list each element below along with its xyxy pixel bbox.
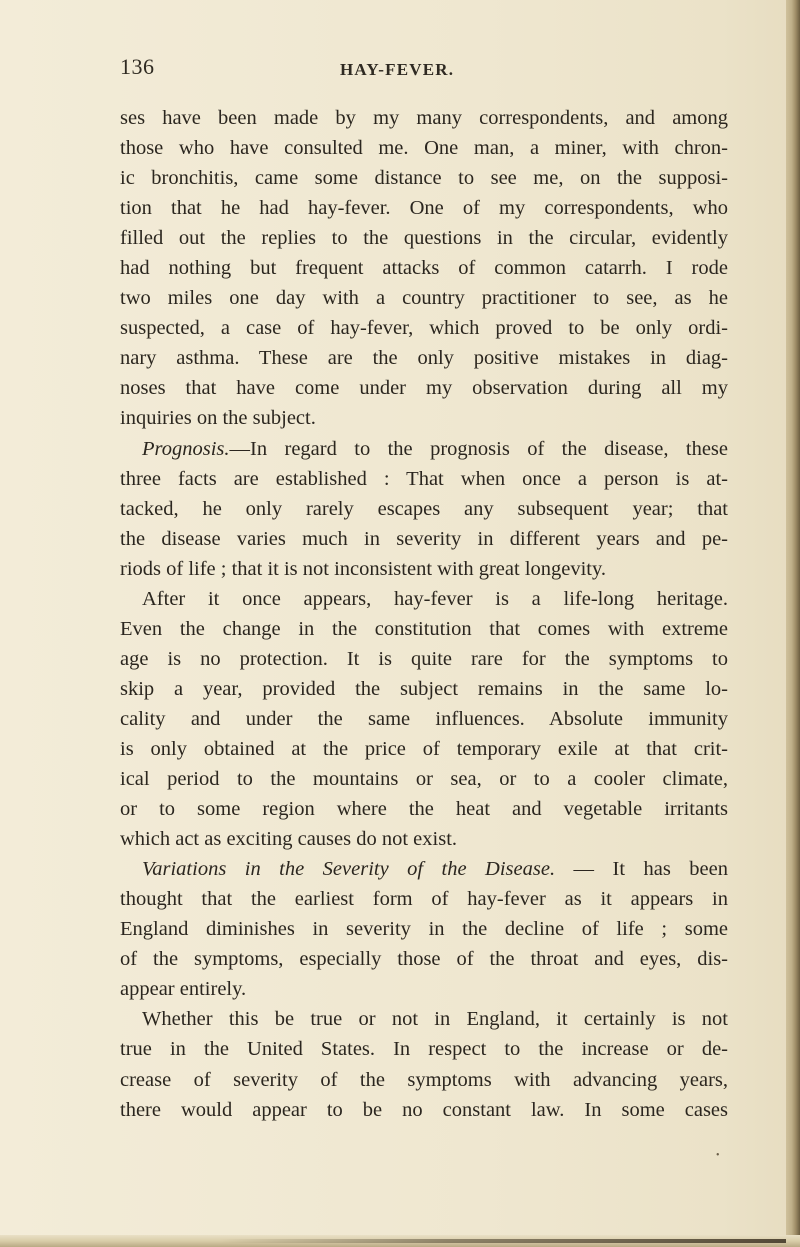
running-head: HAY-FEVER. xyxy=(340,60,455,79)
text-line: which act as exciting causes do not exist. xyxy=(120,828,458,851)
text-line: suspected, a case of hay-fever, which proved to be only ordi- xyxy=(120,317,728,340)
text-line: those who have consulted me. One man, a miner, with chron- xyxy=(120,137,728,160)
text-line: ical period to the mountains or sea, or to a cooler climate, xyxy=(120,768,728,791)
text-line: is only obtained at the price of temporary exile at that crit- xyxy=(120,737,728,760)
text-line: or to some region where the heat and vegetable irritants xyxy=(120,798,728,821)
text-line: of the symptoms, especially those of the throat and eyes, dis- xyxy=(120,948,728,971)
text-line: Whether this be true or not in England, it certainly is not xyxy=(142,1008,728,1031)
text-line: age is no protection. It is quite rare for the symptoms to xyxy=(120,647,728,670)
page-number: 136 xyxy=(120,54,155,79)
text-line: tacked, he only rarely escapes any subsequent year; that xyxy=(120,497,728,520)
text-line: England diminishes in severity in the decline of life ; some xyxy=(120,918,728,941)
text-line: ic bronchitis, came some distance to see me, on the supposi- xyxy=(120,167,728,190)
text-line: the disease varies much in severity in different years and pe- xyxy=(120,527,728,550)
page-edge-right xyxy=(786,0,800,1247)
text-line: two miles one day with a country practitioner to see, as he xyxy=(120,287,728,310)
page-edge-shadow xyxy=(220,1239,786,1243)
text-line: noses that have come under my observation during all my xyxy=(120,377,728,400)
text-line: tion that he had hay-fever. One of my correspondents, who xyxy=(120,197,728,220)
text-line: riods of life ; that it is not inconsistent with great longevity. xyxy=(120,557,607,580)
text-line: three facts are established : That when once a person is at- xyxy=(120,467,728,490)
text-line: nary asthma. These are the only positive mistakes in diag- xyxy=(120,347,728,370)
text-line: cality and under the same influences. Absolute immunity xyxy=(120,707,728,730)
text-fragment: — It has been xyxy=(555,858,728,881)
text-line: Even the change in the constitution that comes with extreme xyxy=(120,617,728,640)
text-line: true in the United States. In respect to the increase or de- xyxy=(120,1038,728,1061)
text-line: inquiries on the subject. xyxy=(120,407,316,430)
text-line: crease of severity of the symptoms with advancing years, xyxy=(120,1068,728,1091)
body-text xyxy=(120,103,728,1125)
text-line: filled out the replies to the questions in the circular, evidently xyxy=(120,227,728,250)
print-speck: • xyxy=(716,1150,720,1161)
text-line: ses have been made by my many correspondents, and among xyxy=(120,107,728,129)
prognosis-paragraph-first-line xyxy=(120,434,728,464)
text-line: skip a year, provided the subject remains in the same lo- xyxy=(120,677,728,700)
variations-heading: Variations in the Severity of the Disease. xyxy=(142,858,556,881)
text-line: there would appear to be no constant law. In some cases xyxy=(120,1098,728,1121)
page-header xyxy=(120,54,740,84)
text-line: appear entirely. xyxy=(120,978,247,1001)
prognosis-heading: Prognosis. xyxy=(142,437,230,460)
text-line: thought that the earliest form of hay-fever as it appears in xyxy=(120,888,728,911)
text-fragment: —In regard to the prognosis of the disease, these xyxy=(229,437,728,460)
text-line: had nothing but frequent attacks of common catarrh. I rode xyxy=(120,257,728,280)
text-line: After it once appears, hay-fever is a life-long heritage. xyxy=(142,587,728,610)
variations-paragraph-first-line xyxy=(120,854,728,884)
